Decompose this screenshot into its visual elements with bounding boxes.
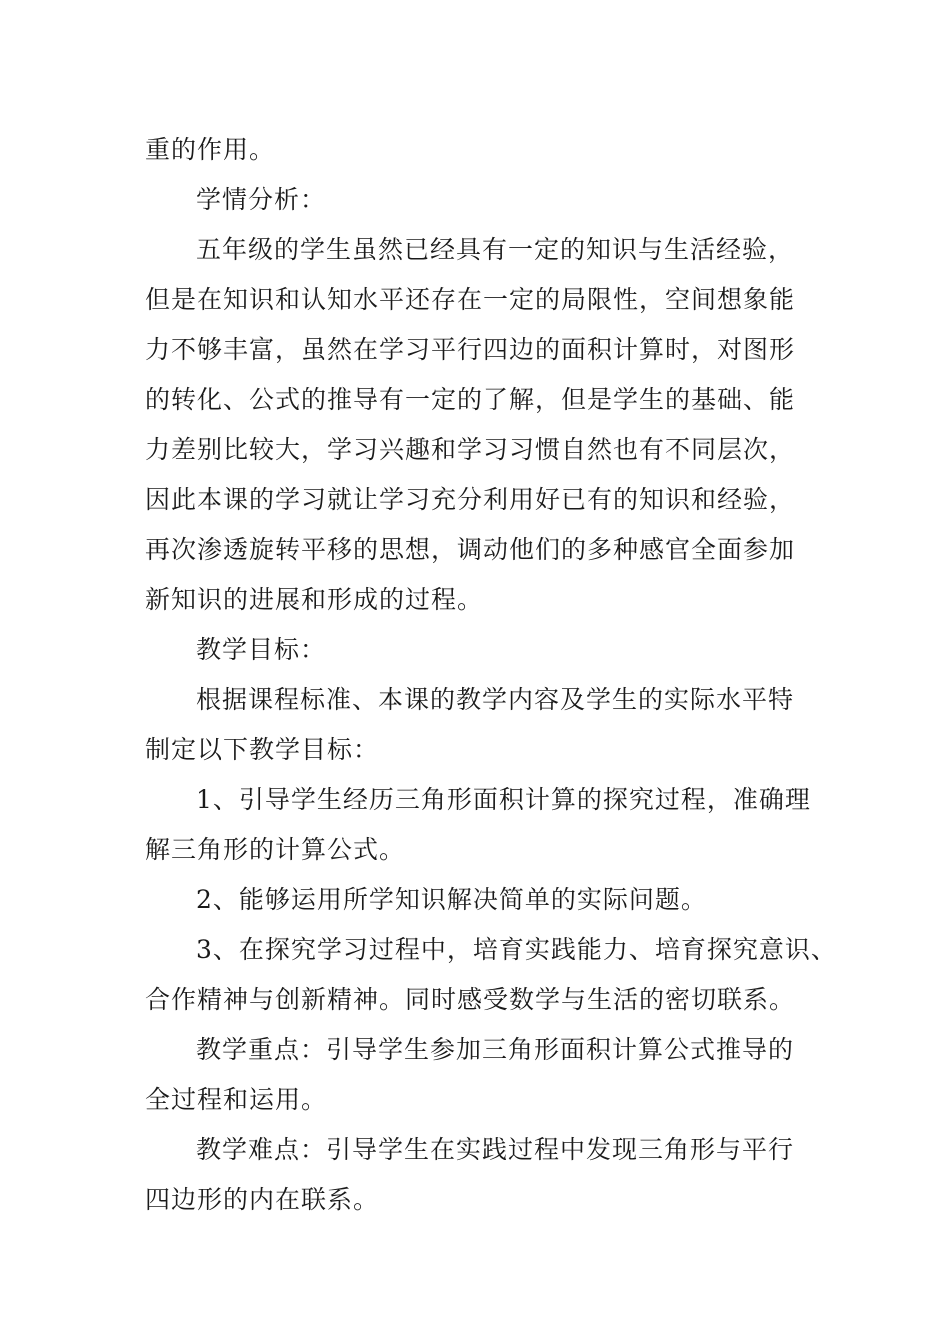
text-line: 根据课程标准、本课的教学内容及学生的实际水平特 [196,685,795,714]
text-line: 四边形的内在联系。 [145,1185,380,1214]
section-heading-student-analysis: 学情分析： [196,185,327,214]
list-item-goal-1: 1、引导学生经历三角形面积计算的探究过程，准确理 [196,785,811,814]
list-item-goal-2: 2、能够运用所学知识解决简单的实际问题。 [196,885,707,914]
list-item-goal-3: 3、在探究学习过程中，培育实践能力、培育探究意识、 [196,935,837,964]
text-line: 解三角形的计算公式。 [145,835,406,864]
text-line: 合作精神与创新精神。同时感受数学与生活的密切联系。 [145,985,796,1014]
text-line: 五年级的学生虽然已经具有一定的知识与生活经验， [196,235,795,264]
section-heading-teaching-goals: 教学目标： [196,635,327,664]
section-heading-key-point: 教学重点：引导学生参加三角形面积计算公式推导的 [196,1035,795,1064]
text-line: 新知识的进展和形成的过程。 [145,585,484,614]
text-line: 因此本课的学习就让学习充分利用好已有的知识和经验， [145,485,796,514]
section-heading-difficulty: 教学难点：引导学生在实践过程中发现三角形与平行 [196,1135,795,1164]
text-line: 的转化、公式的推导有一定的了解，但是学生的基础、能 [145,385,796,414]
text-line: 力不够丰富，虽然在学习平行四边的面积计算时，对图形 [145,335,796,364]
text-line: 重的作用。 [145,135,276,164]
text-line: 但是在知识和认知水平还存在一定的局限性，空间想象能 [145,285,796,314]
text-line: 再次渗透旋转平移的思想，调动他们的多种感官全面参加 [145,535,796,564]
text-line: 全过程和运用。 [145,1085,328,1114]
text-line: 制定以下教学目标： [145,735,380,764]
text-line: 力差别比较大，学习兴趣和学习习惯自然也有不同层次， [145,435,796,464]
